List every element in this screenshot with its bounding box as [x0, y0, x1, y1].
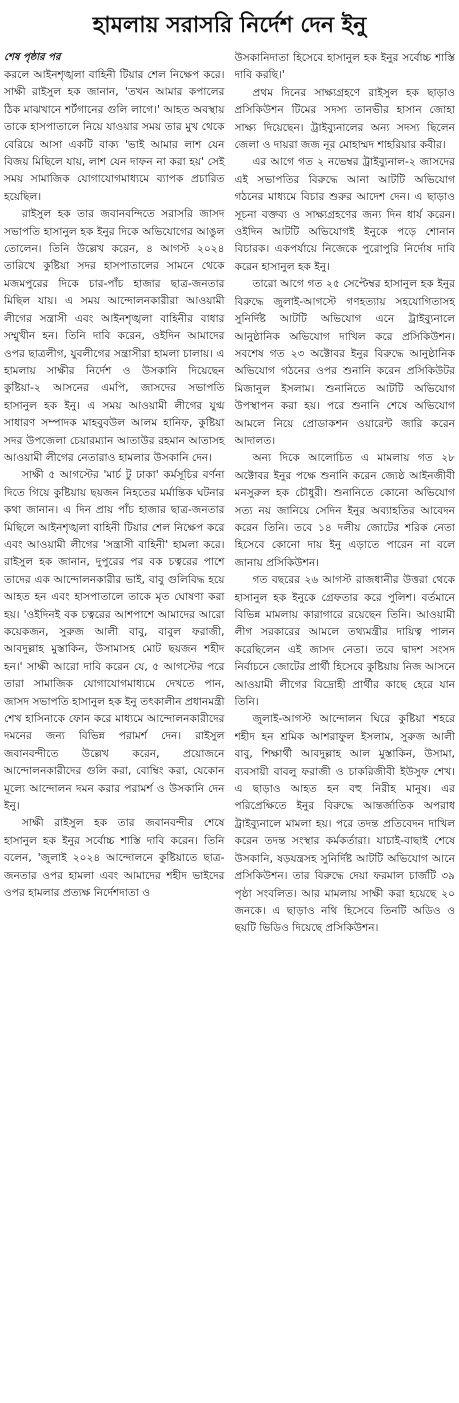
paragraph: এর আগে গত ২ নভেম্বর ট্রাইব্যুনাল-২ জাসদের এই সভাপতির বিরুদ্ধে আনা আটটি অভিযোগ গঠনের মাধ্যমে বিচার শুরুর আদেশ দেন। এ ছাড়াও সূচনা বক্তব্য ও সাক্ষ্যগ্রহণের জন্য দিন ধার্য করেন। ওইদিন আটটি অভিযোগই ইনুকে পড়ে শোনান বিচারক। একপর্যায়ে নিজেকে পুরোপুরি নির্দোষ দাবি করেন হাসানুল হক ইনু।	[234, 156, 455, 273]
paragraph: গত বছরের ২৬ আগস্ট রাজধানীর উত্তরা থেকে হাসানুল হক ইনুকে গ্রেফতার করে পুলিশ। বর্তমানে বিভিন্ন মামলায় কারাগারে রয়েছেন তিনি। আওয়ামী লীগ সরকারের আমলে তথ্যমন্ত্রীর দায়িত্ব পালন করেছিলেন এই জাসদ নেতা। তবে দ্বাদশ সংসদ নির্বাচনে জোটের প্রার্থী হিসেবে কুষ্টিয়ায় নিজ আসনে আওয়ামী লীগের বিদ্রোহী প্রার্থীর কাছে হেরে যান তিনি।	[234, 574, 455, 709]
paragraph: তারো আগে গত ২৫ সেপ্টেম্বর হাসানুল হক ইনুর বিরুদ্ধে জুলাই-আগস্টে গণহত্যায় সহযোগিতাসহ সুনির্দিষ্ট আটটি অভিযোগ এনে ট্রাইব্যুনালে আনুষ্ঠানিক অভিযোগ দাখিল করে প্রসিকিউশন। সবশেষ গত ২৩ অক্টোবর ইনুর বিরুদ্ধে আনুষ্ঠানিক অভিযোগ গঠনের ওপর শুনানি করেন প্রসিকিউটর মিজানুল ইসলাম। শুনানিতে আটটি অভিযোগ উপস্থাপন করা হয়। পরে শুনানি শেষে অভিযোগ আমলে নিয়ে প্রোডাকশন ওয়ারেন্ট জারি করেন আদালত।	[234, 278, 455, 447]
paragraph: করলে আইনশৃঙ্খলা বাহিনী টিয়ার শেল নিক্ষেপ করে। সাক্ষী রাইসুল হক জানান, 'তখন আমার কপালের ঠিক মাঝখানে শর্টগানের গুলি লাগে।' আহত অবস্থায় তাকে হাসপাতালে নিয়ে যাওয়ার সময় তার মুখ থেকে বেরিয়ে আসা একটি বাক্য 'ভাই আমার লাশ যেন বিজয় মিছিলে যায়, লাশ যেন দাফন না করা হয়' সেই সময় সামাজিক যোগাযোগমাধ্যমে ব্যাপক প্রচারিত হয়েছিল।	[4, 69, 225, 203]
right-column	[235, 50, 456, 1398]
left-column	[4, 50, 225, 1398]
paragraph: রাইসুল হক তার জবানবন্দিতে সরাসরি জাসদ সভাপতি হাসানুল হক ইনুর দিকে অভিযোগের আঙুল তোলেন। তিনি উল্লেখ করেন, ৪ আগস্ট ২০২৪ তারিখে কুষ্টিয়া সদর হাসপাতালের সামনে থেকে মজমপুরের দিকে চার-পাঁচ হাজার ছাত্র-জনতার মিছিল যায়। এ সময় আন্দোলনকারীরা আওয়ামী লীগের সন্ত্রাসী এবং আইনশৃঙ্খলা বাহিনীর বাধার সম্মুখীন হন। তিনি দাবি করেন, ওইদিন আমাদের ওপর ছাত্রলীগ, যুবলীগের সন্ত্রাসীরা হামলা চালায়। এ হামলায় সাক্ষীর নির্দেশ ও উসকানি দিয়েছেন কুষ্টিয়া-২ আসনের এমপি, জাসদের সভাপতি হাসানুল হক ইনু। এ সময় আওয়ামী লীগের যুগ্ম সাধারণ সম্পাদক মাহবুবউল আলম হানিফ, কুষ্টিয়া সদর উপজেলা চেয়ারম্যান আতাউর রহমান আতাসহ আওয়ামী লীগের নেতারাও হামলার উসকানি দেন।	[4, 208, 225, 464]
paragraph: সাক্ষী রাইসুল হক তার জবানবন্দীর শেষে হাসানুল হক ইনুর সর্বোচ্চ শাস্তি দাবি করেন। তিনি বলেন, 'জুলাই ২০২৪ আন্দোলনে কুষ্টিয়াতে ছাত্র-জনতার ওপর হামলা এবং আমাদের শহীদ ভাইদের ওপর হামলার প্রত্যক্ষ নির্দেশদাতা ও	[4, 817, 225, 900]
article-headline	[10, 6, 449, 46]
paragraph: জুলাই-আগস্ট আন্দোলন ঘিরে কুষ্টিয়া শহরে শহীদ হন শ্রমিক আশরাফুল ইসলাম, সুরুজ আলী বাবু, শিক্ষার্থী আবদুল্লাহ আল মুস্তাকিন, উসামা, ব্যবসায়ী বাবলু ফরাজী ও চাকরিজীবী ইউসুফ শেখ। এ ছাড়াও আহত হন বহু নিরীহ মানুষ। এর পরিপ্রেক্ষিতে ইনুর বিরুদ্ধে আন্তর্জাতিক অপরাধ ট্রাইব্যুনালে মামলা হয়। পরে তদন্ত প্রতিবেদন দাখিল করেন তদন্ত সংস্থার কর্মকর্তারা। যাচাই-বাছাই শেষে উসকানি, ষড়যন্ত্রসহ সুনির্দিষ্ট আটটি অভিযোগ আনে প্রসিকিউশন। তার বিরুদ্ধে দেয়া ফরমাল চার্জটি ৩৯ পৃষ্ঠা সংবলিত। আর মামলায় সাক্ষী করা হয়েছে ২০ জনকে। এ ছাড়াও নথি হিসেবে তিনটি অডিও ও ছয়টি ভিডিও দিয়েছে প্রসিকিউশন।	[234, 713, 455, 935]
paragraph: প্রথম দিনের সাক্ষ্যগ্রহণে রাইসুল হক ছাড়াও প্রসিকিউশন টিমের সদস্য তানভীর হাসান জোহা সাক্ষ্য দিয়েছেন। ট্রাইব্যুনালের অন্য সদস্য ছিলেন জেলা ও দায়রা জজ নূর মোহাম্মদ শাহরিয়ার কবীর।	[234, 86, 455, 152]
paragraph: সাক্ষী ৫ আগস্টের 'মার্চ টু ঢাকা' কর্মসূচির বর্ণনা দিতে গিয়ে কুষ্টিয়ায় ছয়জন নিহতের মর্মান্তিক ঘটনার কথা জানান। এ দিন প্রায় পাঁচ হাজার ছাত্র-জনতার মিছিলে আইনশৃঙ্খলা বাহিনী টিয়ার শেল নিক্ষেপ করে এবং আওয়ামী লীগের 'সন্ত্রাসী বাহিনী' হামলা করে। রাইসুল হক জানান, দুপুরের পর বক চত্বরের পাশে তাদের এক আন্দোলনকারীর ভাই, বাবু গুলিবিদ্ধ হয়ে আহত হন এবং হাসপাতালে তাকে মৃত ঘোষণা করা হয়। 'ওইদিনই বক চত্বরের আশপাশে আমাদের আরো কয়েকজন, সুরুজ আলী বাবু, বাবুল ফরাজী, আবদুল্লাহ মুস্তাকিন, উসামাসহ মোট ছয়জন শহীদ হন।' সাক্ষী আরো দাবি করেন যে, ৫ আগস্টের পরে তারা সামাজিক যোগাযোগমাধ্যমে দেখতে পান, জাসদ সভাপতি হাসানুল হক ইনু তৎকালীন প্রধানমন্ত্রী শেখ হাসিনাকে ফোন করে মাধ্যমে আন্দোলনকারীদের দমনের জন্য বিভিন্ন পরামর্শ দেন। রাইসুল জবানবন্দীতে উল্লেখ করেন, প্রয়োজনে আন্দোলনকারীদের গুলি করা, বোম্বিং করা, যেকোন মূল্যে আন্দোলন দমন করার পরামর্শ ও উসকানি দেন ইনু।	[4, 469, 225, 813]
paragraph: উসকানিদাতা হিসেবে হাসানুল হক ইনুর সর্বোচ্চ শাস্তি দাবি করছি।'	[234, 52, 455, 82]
paragraph: অন্য দিকে আলোচিত এ মামলায় গত ২৮ অক্টোবর ইনুর পক্ষে শুনানি করেন জ্যেষ্ঠ আইনজীবী মনসুরুল হক চৌধুরী। শুনানিতে কোনো অভিযোগ সত্য নয় জানিয়ে সেদিন ইনুর অব্যাহতির আবেদন করেন তিনি। তবে ১৪ দলীয় জোটের শরিক নেতা হিসেবে কোনো দায় ইনু এড়াতে পারেন না বলে জানায় প্রসিকিউশন।	[234, 452, 455, 569]
article-body	[4, 50, 455, 1398]
headline-text: হামলায় সরাসরি নির্দেশ দেন ইনু	[92, 12, 367, 38]
continued-label: শেষ পৃষ্ঠার পর	[4, 52, 61, 63]
